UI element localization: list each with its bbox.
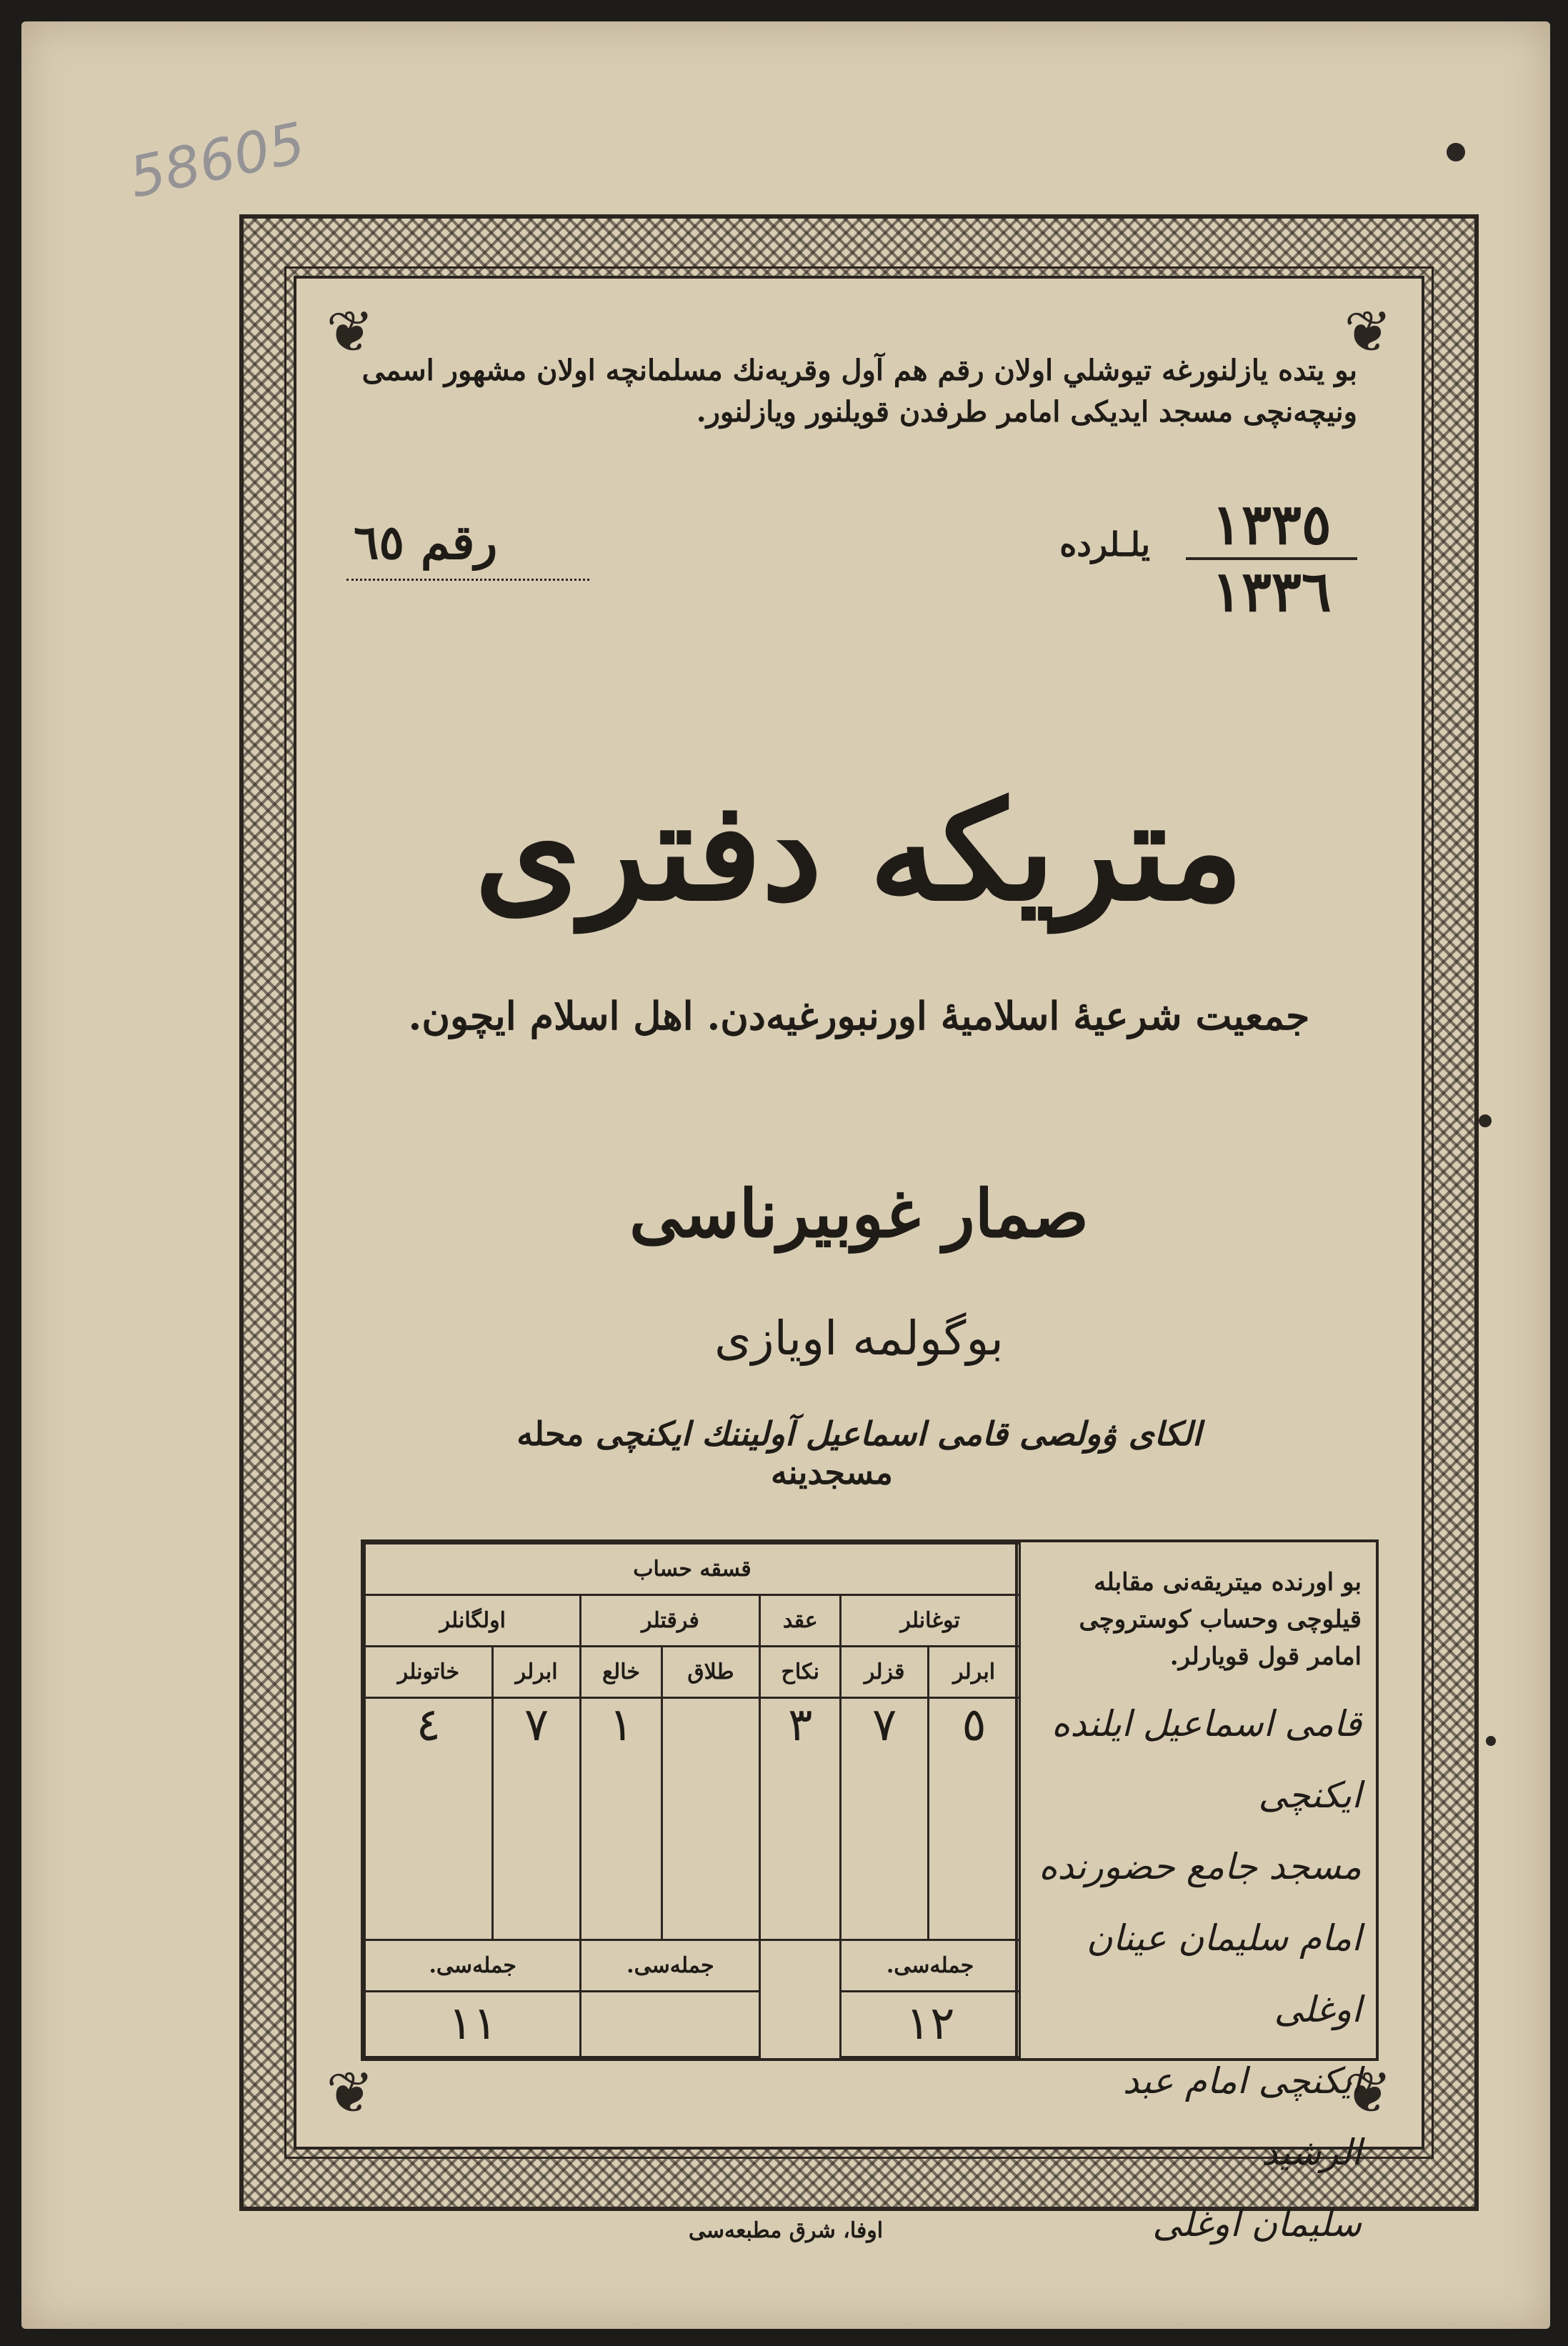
total-label: جمله‌سى.: [841, 1940, 1020, 1991]
group-divorce: فرقتلر: [581, 1594, 760, 1646]
intro-line: ونيچه‌نچى مسجد ايديكى امامر طرفدن قويلنور ويازلنور.: [696, 395, 1357, 429]
mosque-label: مسجدينه: [771, 1453, 893, 1492]
register-number-value: ٦٥: [354, 514, 404, 570]
district-name: بوگولمه اويازى: [714, 1311, 1004, 1366]
ledger-header: قسقه حساب: [365, 1544, 1020, 1595]
intro-instructions: [346, 350, 1357, 433]
ornament-corner-icon: ❦: [1344, 299, 1392, 365]
year-from: ١٣٣٥: [1186, 493, 1357, 560]
punch-hole: [1479, 1114, 1492, 1127]
handwritten-line: سليمان اوغلى: [1152, 2203, 1362, 2245]
ornament-corner-icon: ❦: [1344, 2060, 1392, 2126]
punch-hole: [1486, 1736, 1496, 1746]
total-label: جمله‌سى.: [365, 1940, 581, 1991]
governorate-name: صمار غوبيرناسى: [629, 1175, 1089, 1252]
intro-line: بو يتده يازلنورغه تيوشلي اولان رقم هم آول وقريه‌نك مسلمانچه اولان مشهور اسمى: [361, 354, 1357, 387]
handwritten-village: الكاى ۋولصى قامى اسماعيل آوليننك ايكنچى: [595, 1414, 1202, 1453]
handwritten-line: امام سليمان عينان اوغلى: [1086, 1917, 1362, 2030]
page-subtitle: جمعيت شرعيهٔ اسلاميهٔ اورنبورغيه‌دن. اهل اسلام ايچون.: [408, 993, 1310, 1039]
register-number: [354, 514, 497, 570]
col-header: ابرلر: [492, 1646, 581, 1697]
year-range: [1186, 493, 1357, 624]
ornament-corner-icon: ❦: [326, 2060, 374, 2126]
value-cell: [661, 1697, 760, 1940]
group-deaths: اولگانلر: [365, 1594, 581, 1646]
col-header: ابرلر: [929, 1646, 1020, 1697]
register-number-label: رقم: [420, 514, 498, 570]
value-cell: ١: [581, 1697, 661, 1940]
value-cell: ٧: [492, 1697, 581, 1940]
year-label: يلـلرده: [1059, 525, 1150, 564]
col-header: قزلر: [841, 1646, 929, 1697]
col-header: طلاق: [661, 1646, 760, 1697]
register-cover-page: [21, 21, 1550, 2329]
handwritten-line: قامى اسماعيل ايلنده ايكنچى: [1052, 1703, 1362, 1816]
total-value: ١٢: [841, 1991, 1020, 2057]
ledger-table: [364, 1542, 1021, 2058]
year-to: ١٣٣٦: [1212, 559, 1332, 624]
total-value: [581, 1991, 760, 2057]
value-cell: ٣: [760, 1697, 841, 1940]
punch-hole: [1447, 143, 1465, 161]
col-header: خالع: [581, 1646, 661, 1697]
page-title: متريكه دفترى: [474, 772, 1244, 931]
printer-imprint: اوفا، شرق مطبعه‌سى: [688, 2218, 884, 2243]
signature-box: [1015, 1542, 1376, 2245]
pencil-catalog-number: 58605: [124, 111, 311, 211]
handwritten-line: ايكنچى امام عبد الرشيد: [1122, 2060, 1362, 2173]
value-cell: ٥: [929, 1697, 1020, 1940]
handwritten-line: مسجد جامع حضورنده: [1039, 1846, 1362, 1887]
mahalla-label: محله: [516, 1414, 584, 1453]
signature-handwriting: [1032, 1688, 1362, 2260]
signature-instructions: بو اورنده ميتريقه‌نى مقابله قيلوچى وحساب كوستروچى امامر قول قويارلر.: [1079, 1568, 1362, 1671]
ornament-corner-icon: ❦: [326, 299, 374, 365]
value-cell: ٧: [841, 1697, 929, 1940]
mosque-line: [511, 1414, 1207, 1492]
col-header: نكاح: [760, 1646, 841, 1697]
value-cell: ٤: [365, 1697, 493, 1940]
group-marriage: عقد: [760, 1594, 841, 1646]
empty-cell: [760, 1940, 841, 2057]
number-underline: [346, 579, 589, 581]
group-births: توغانلر: [841, 1594, 1020, 1646]
col-header: خاتونلر: [365, 1646, 493, 1697]
total-label: جمله‌سى.: [581, 1940, 760, 1991]
total-value: ١١: [365, 1991, 581, 2057]
